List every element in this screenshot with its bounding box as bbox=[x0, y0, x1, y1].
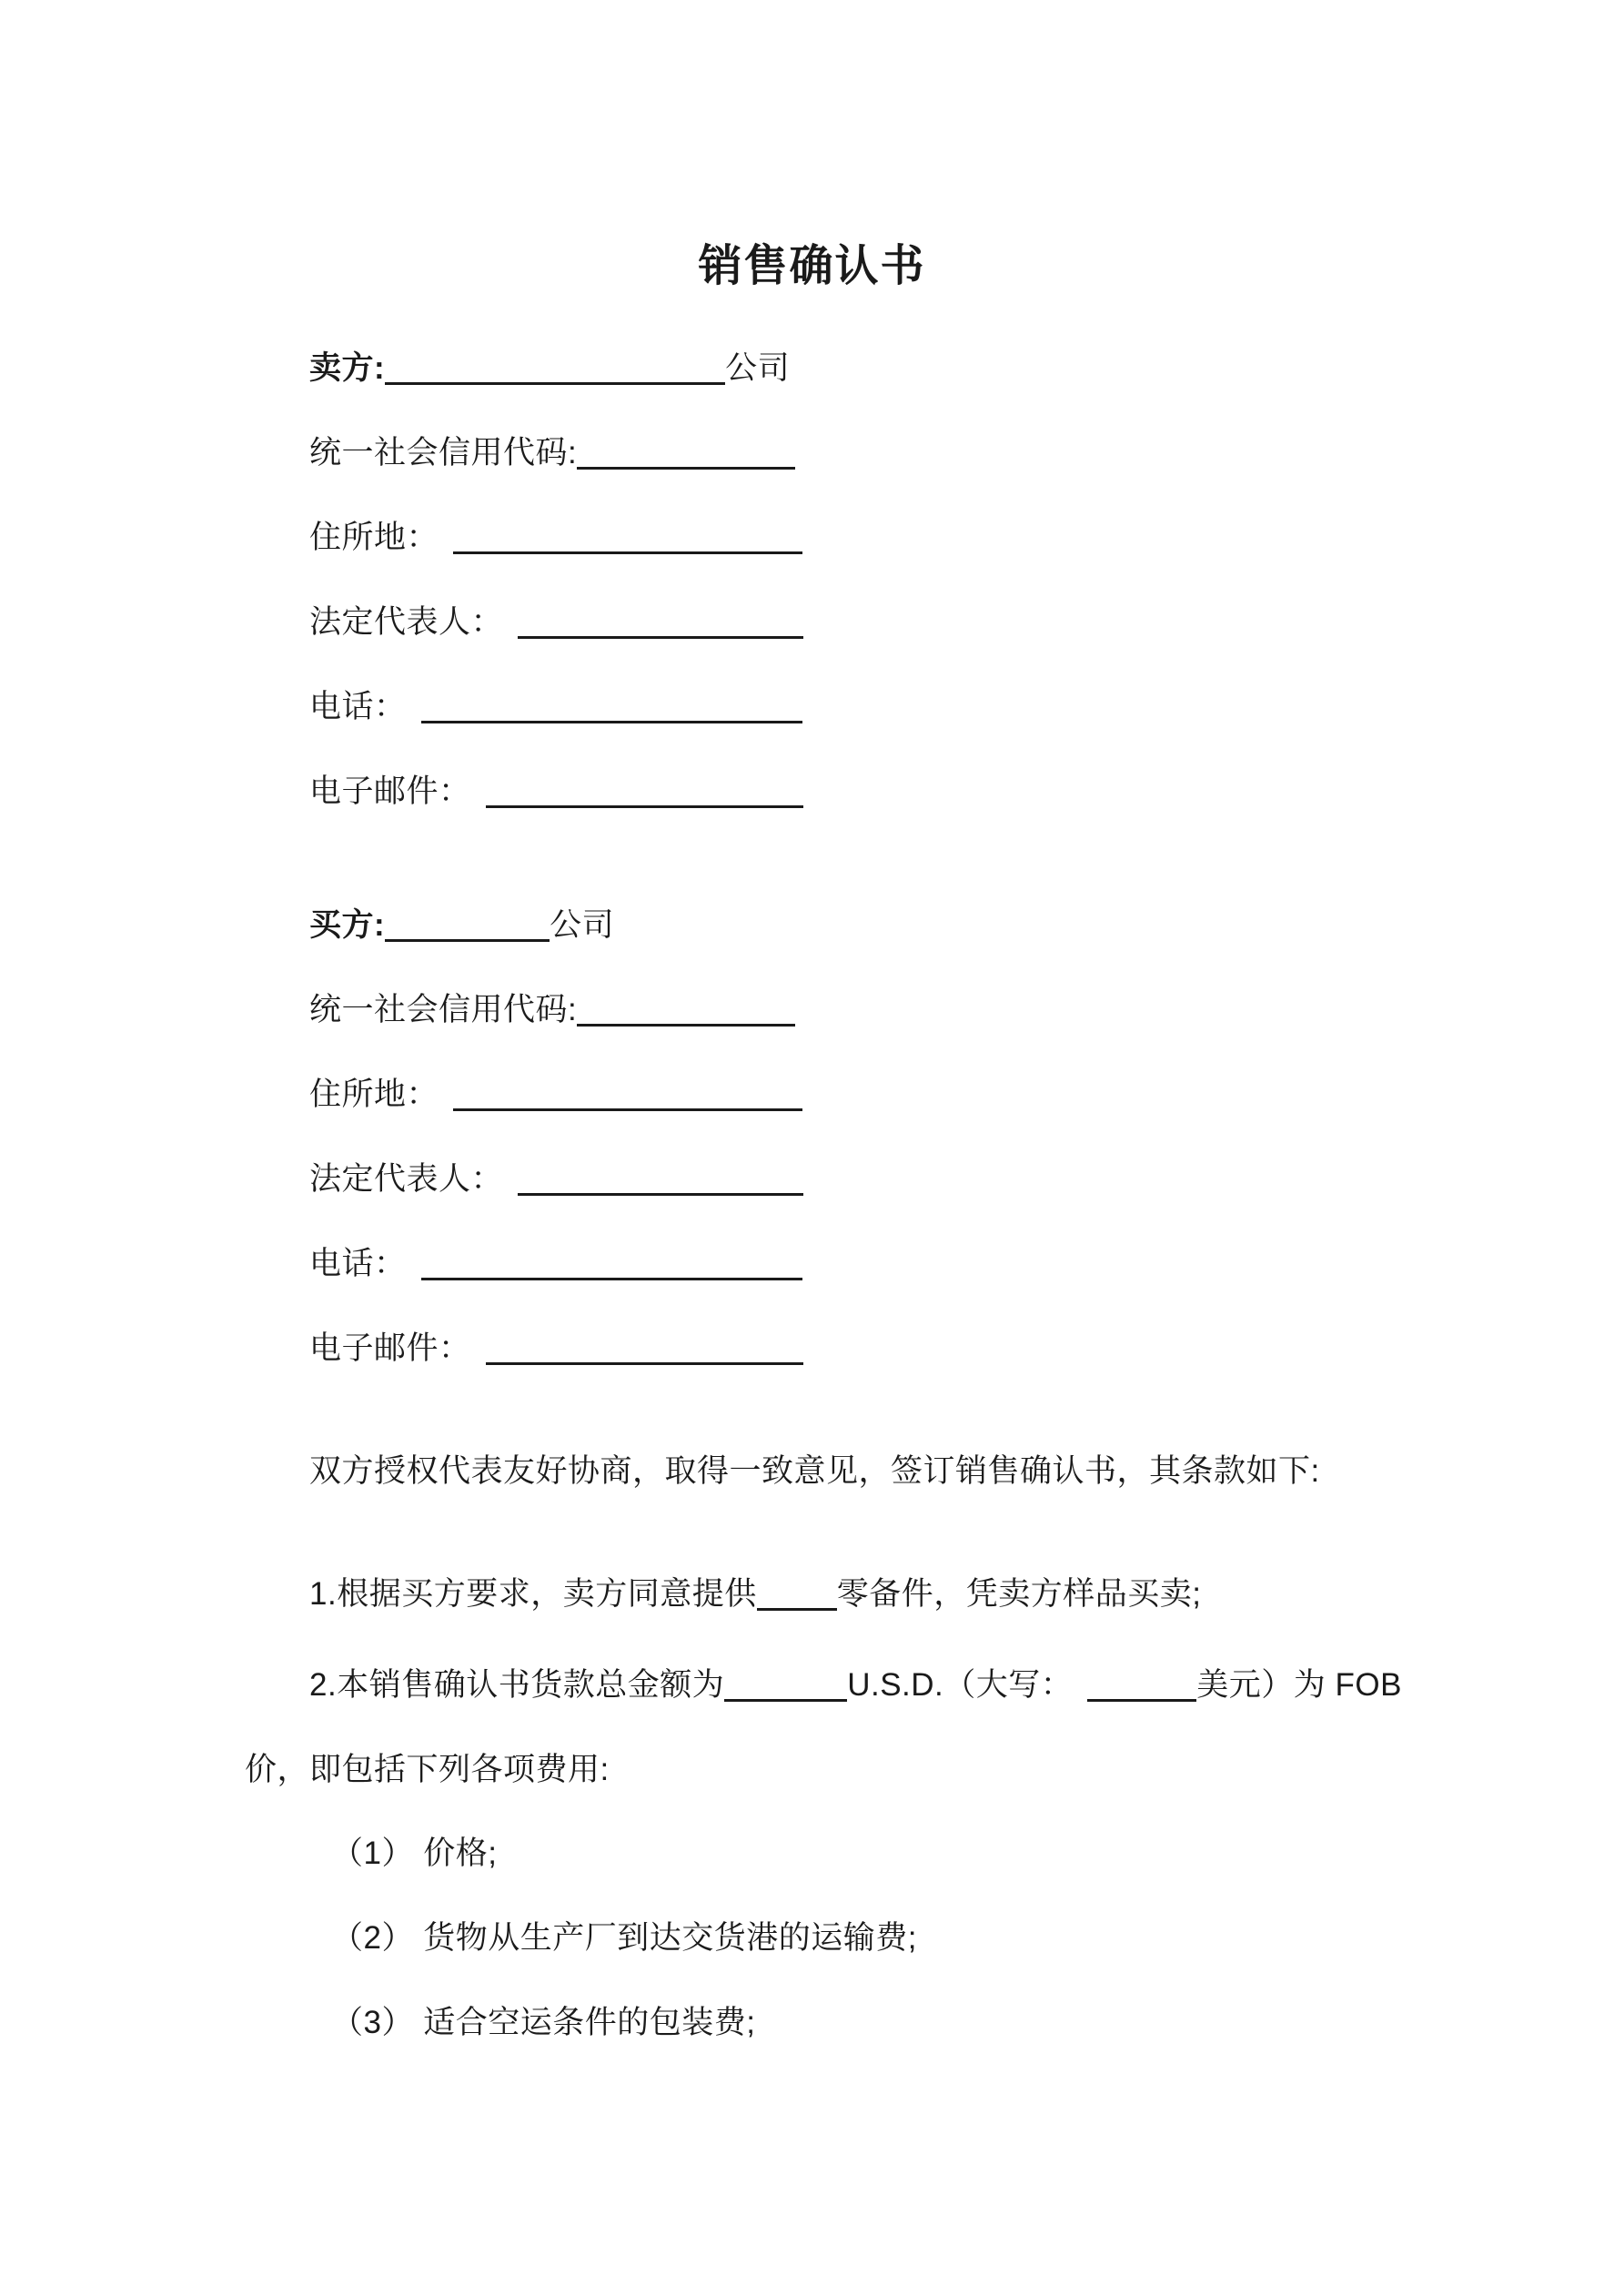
buyer-email-blank bbox=[486, 1335, 803, 1365]
buyer-email-line bbox=[309, 1329, 803, 1369]
seller-phone-blank bbox=[421, 693, 802, 723]
seller-email-label: 电子邮件： bbox=[309, 774, 471, 809]
buyer-company-suffix: 公司 bbox=[550, 907, 615, 943]
clause-2-text-3: 美元）为 FOB bbox=[1196, 1667, 1402, 1703]
clause-2-text-2: U.S.D.（大写： bbox=[847, 1667, 1074, 1703]
seller-email-line bbox=[309, 772, 803, 812]
clause-2-amount-blank bbox=[724, 1672, 847, 1702]
seller-name-blank bbox=[385, 355, 725, 385]
seller-email-blank bbox=[486, 778, 803, 808]
seller-address-label: 住所地： bbox=[309, 520, 439, 555]
clause-2-line-2: 价，即包括下列各项费用: bbox=[245, 1752, 610, 1787]
fee-item-3: （3） 适合空运条件的包装费; bbox=[331, 2005, 756, 2040]
buyer-address-line bbox=[309, 1075, 802, 1115]
buyer-credit-code-label: 统一社会信用代码: bbox=[309, 992, 578, 1027]
seller-credit-code-line bbox=[309, 433, 795, 473]
clause-1-blank bbox=[757, 1581, 837, 1611]
clause-1-text-before: 1.根据买方要求，卖方同意提供 bbox=[309, 1576, 757, 1612]
seller-legal-rep-blank bbox=[518, 609, 803, 639]
clause-2-amount-words-blank bbox=[1087, 1672, 1196, 1702]
buyer-email-label: 电子邮件： bbox=[309, 1330, 471, 1366]
seller-phone-line bbox=[309, 687, 802, 727]
fee-item-1: （1） 价格; bbox=[331, 1836, 498, 1871]
buyer-address-blank bbox=[453, 1081, 802, 1111]
clause-1-text-after: 零备件，凭卖方样品买卖; bbox=[836, 1576, 1202, 1612]
seller-heading-line bbox=[309, 349, 790, 389]
seller-address-blank bbox=[453, 524, 802, 554]
buyer-name-blank bbox=[385, 912, 550, 942]
page-title: 销售确认书 bbox=[698, 242, 926, 290]
seller-credit-code-label: 统一社会信用代码: bbox=[309, 435, 578, 470]
seller-phone-label: 电话： bbox=[309, 689, 407, 724]
buyer-heading-label: 买方: bbox=[309, 907, 386, 943]
buyer-credit-code-blank bbox=[577, 996, 795, 1027]
buyer-heading-line bbox=[309, 905, 614, 946]
clause-2-text-1: 2.本销售确认书货款总金额为 bbox=[309, 1667, 725, 1703]
buyer-address-label: 住所地： bbox=[309, 1077, 439, 1112]
seller-address-line bbox=[309, 518, 802, 558]
clause-2-line-1 bbox=[309, 1665, 1402, 1705]
clause-1 bbox=[309, 1574, 1201, 1614]
buyer-legal-rep-line bbox=[309, 1159, 803, 1199]
buyer-phone-line bbox=[309, 1244, 802, 1284]
buyer-phone-label: 电话： bbox=[309, 1246, 407, 1281]
seller-company-suffix: 公司 bbox=[725, 350, 791, 386]
fee-item-2: （2） 货物从生产厂到达交货港的运输费; bbox=[331, 1920, 917, 1956]
buyer-phone-blank bbox=[421, 1250, 802, 1280]
seller-heading-label: 卖方: bbox=[309, 350, 386, 386]
agreement-intro: 双方授权代表友好协商，取得一致意见，签订销售确认书，其条款如下: bbox=[309, 1453, 1320, 1489]
seller-legal-rep-line bbox=[309, 602, 803, 642]
buyer-legal-rep-blank bbox=[518, 1166, 803, 1196]
buyer-credit-code-line bbox=[309, 990, 795, 1030]
seller-credit-code-blank bbox=[577, 440, 795, 470]
seller-legal-rep-label: 法定代表人： bbox=[309, 604, 504, 640]
buyer-legal-rep-label: 法定代表人： bbox=[309, 1161, 504, 1197]
